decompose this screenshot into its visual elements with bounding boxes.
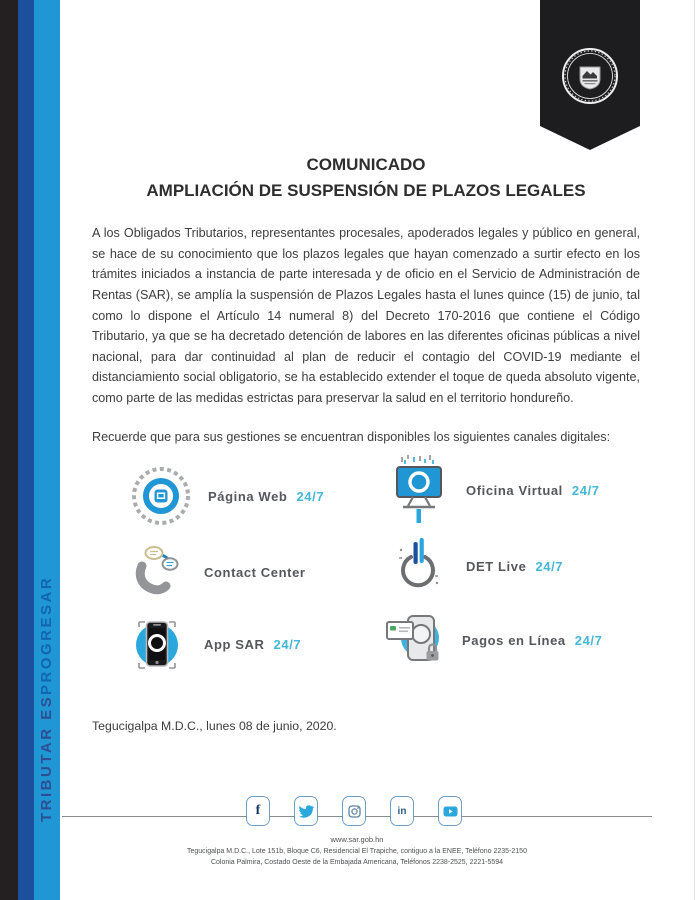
channel-app-sar <box>124 611 301 677</box>
black-stripe <box>0 0 18 900</box>
availability-badge: 24/7 <box>535 558 564 574</box>
channel-det-live <box>386 533 563 599</box>
channel-label <box>204 565 315 580</box>
date-line: Tegucigalpa M.D.C., lunes 08 de junio, 2020. <box>92 719 337 734</box>
channel-label <box>462 633 602 648</box>
title-line-comunicado: COMUNICADO <box>306 155 426 174</box>
instagram-icon[interactable] <box>342 796 366 826</box>
availability-badge: 24/7 <box>571 482 600 498</box>
channel-name: Página Web <box>208 488 288 504</box>
phone-handset-icon <box>124 539 190 605</box>
availability-badge: 24/7 <box>273 636 302 652</box>
website-link[interactable]: www.sar.gob.hn <box>330 835 384 844</box>
main-paragraph: A los Obligados Tributarios, representantes procesales, apoderados legales y público en general, se hace de su conocimiento que los plazos legales que hayan comenzado a surtir efecto en los trámites iniciados a instancia de parte interesada y de oficio en el Servicio de Administración de Rentas (SAR), se amplía la suspensión de Plazos Legales hasta el lunes quince (15) de junio, tal como lo dispone el Artículo 14 numeral 8) del Decreto 170-2016 que contiene el Código Tributario, ya que se ha decretado detención de labores en las diferentes oficinas públicas a nivel nacional, para dar continuidad al plan de reducir el contagio del COVID-19 mediante el distanciamiento social obligatorio, se ha establecido extender el toque de queda absoluto vigente, como parte de las medidas estrictas para preservar la salud en el territorio hondureño. <box>92 226 640 406</box>
instagram-camera-glyph <box>348 805 361 818</box>
smartphone-icon <box>124 611 190 677</box>
address-line-1: Tegucigalpa M.D.C., Lote 151b, Bloque C6, Residencial El Trapiche, contiguo a la ENEE, Teléfono 2235-2150 <box>187 848 527 855</box>
youtube-icon[interactable] <box>438 796 462 826</box>
channel-name: Contact Center <box>204 564 306 580</box>
channel-name: Oficina Virtual <box>466 482 563 498</box>
channel-name: App SAR <box>204 636 265 652</box>
digital-channels-grid <box>92 457 640 703</box>
channel-name: Pagos en Línea <box>462 632 566 648</box>
monitor-icon <box>386 457 452 523</box>
slogan-progresar: PROGRESAR <box>38 575 55 695</box>
sidebar-stripes <box>0 0 60 900</box>
power-button-icon <box>386 533 452 599</box>
page-title <box>92 152 640 203</box>
youtube-play-glyph <box>443 806 458 817</box>
facebook-icon[interactable] <box>246 796 270 826</box>
document-body <box>92 0 640 733</box>
vertical-slogan <box>33 432 60 822</box>
channel-name: DET Live <box>466 558 527 574</box>
availability-badge: 24/7 <box>296 488 325 504</box>
slogan-tributar-es: TRIBUTAR ES <box>38 694 55 822</box>
channel-label <box>466 559 563 574</box>
channel-oficina-virtual <box>386 457 600 523</box>
linkedin-glyph: in <box>397 805 407 817</box>
address-line-2: Colonia Palmira, Costado Oeste de la Embajada Americana, Teléfonos 2238-2525, 2221-5594 <box>210 858 504 866</box>
channel-label <box>466 483 600 498</box>
channel-contact-center <box>124 539 315 605</box>
footer <box>62 835 652 869</box>
availability-badge: 24/7 <box>574 632 603 648</box>
twitter-icon[interactable] <box>294 796 318 826</box>
dark-blue-stripe <box>18 0 34 900</box>
channel-label <box>204 637 301 652</box>
linkedin-icon[interactable] <box>390 796 414 826</box>
channel-pagos-en-linea <box>382 607 602 673</box>
channel-pagina-web <box>128 463 324 529</box>
title-line-ampliacion: AMPLIACIÓN DE SUSPENSIÓN DE PLAZOS LEGALES <box>146 180 586 200</box>
channels-intro-paragraph: Recuerde que para sus gestiones se encuentran disponibles los siguientes canales digitales: <box>92 429 611 444</box>
payment-terminal-icon <box>382 607 448 673</box>
globe-web-icon <box>128 463 194 529</box>
facebook-glyph: f <box>255 803 261 818</box>
twitter-bird-glyph <box>299 805 314 818</box>
channel-label <box>208 489 324 504</box>
